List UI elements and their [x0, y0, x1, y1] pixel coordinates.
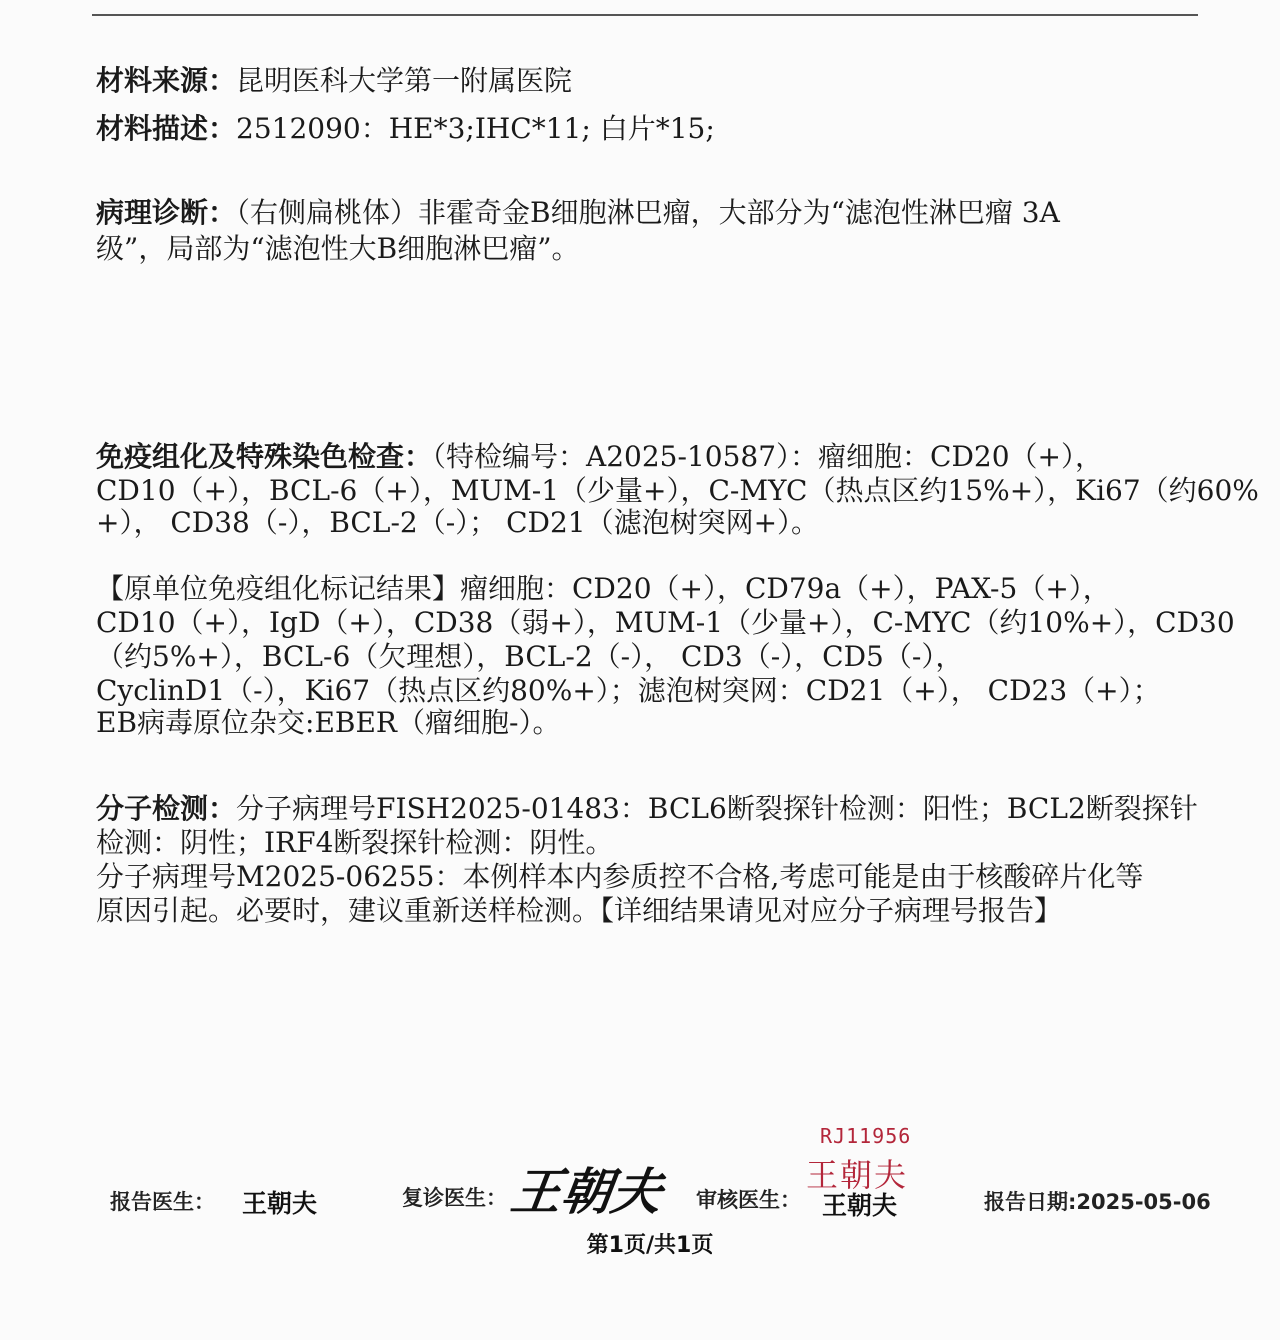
ihc-row-1 [96, 440, 1103, 474]
page-number: 第1页/共1页 [586, 1233, 714, 1258]
material-desc-value: 2512090：HE*3;IHC*11; 白片*15; [236, 112, 715, 145]
review-doctor-signature: 王朝夫 [507, 1162, 666, 1221]
molecular-line-2: 检测：阴性；IRF4断裂探针检测：阴性。 [96, 826, 614, 859]
molecular-line-1: 分子病理号FISH2025-01483：BCL6断裂探针检测：阳性；BCL2断裂探针 [236, 792, 1198, 825]
report-date: 报告日期:2025-05-06 [984, 1190, 1211, 1214]
top-divider [92, 14, 1198, 16]
material-source-label: 材料来源： [96, 64, 237, 97]
diagnosis-line-1: （右侧扁桃体）非霍奇金B细胞淋巴瘤，大部分为“滤泡性淋巴瘤 3A [236, 196, 1060, 229]
molecular-row-1 [96, 792, 1198, 826]
audit-doctor-label: 审核医生： [696, 1188, 801, 1212]
molecular-label: 分子检测： [96, 792, 237, 825]
original-ihc-line-1: 【原单位免疫组化标记结果】瘤细胞：CD20（+），CD79a（+），PAX-5（+）， [96, 572, 1111, 605]
diagnosis-line-2: 级”，局部为“滤泡性大B细胞淋巴瘤”。 [96, 232, 580, 265]
doctor-stamp-code: RJ11956 [820, 1124, 912, 1148]
ihc-label: 免疫组化及特殊染色检查： [96, 440, 433, 473]
material-source-row [96, 64, 572, 98]
material-desc-label: 材料描述： [96, 112, 237, 145]
original-ihc-line-4: CyclinD1（-），Ki67（热点区约80%+）；滤泡树突网：CD21（+）， CD23（+）； [96, 674, 1161, 707]
ihc-line-3: +）， CD38（-），BCL-2（-）； CD21（滤泡树突网+）。 [96, 506, 820, 539]
audit-doctor-name: 王朝夫 [822, 1191, 898, 1220]
material-desc-row [96, 112, 715, 146]
report-doctor-label: 报告医生： [110, 1190, 215, 1214]
review-doctor-label: 复诊医生： [402, 1186, 507, 1210]
diagnosis-label: 病理诊断： [96, 196, 237, 229]
report-doctor-name: 王朝夫 [242, 1189, 318, 1218]
original-ihc-line-3: （约5%+），BCL-6（欠理想），BCL-2（-）， CD3（-），CD5（-）， [96, 640, 964, 673]
diagnosis-row-1 [96, 196, 1060, 230]
ihc-line-1: （特检编号：A2025-10587）：瘤细胞：CD20（+）， [432, 440, 1103, 473]
original-ihc-line-5: EB病毒原位杂交:EBER（瘤细胞-）。 [96, 706, 561, 739]
original-ihc-line-2: CD10（+），IgD（+），CD38（弱+），MUM-1（少量+），C-MYC（约10%+），CD30 [96, 606, 1235, 639]
doctor-stamp-name: 王朝夫 [806, 1156, 909, 1194]
molecular-line-3: 分子病理号M2025-06255：本例样本内参质控不合格,考虑可能是由于核酸碎片化等 [96, 860, 1144, 893]
material-source-value: 昆明医科大学第一附属医院 [236, 64, 573, 97]
ihc-line-2: CD10（+），BCL-6（+），MUM-1（少量+），C-MYC（热点区约15%+），Ki67（约60% [96, 474, 1259, 507]
molecular-line-4: 原因引起。必要时，建议重新送样检测。【详细结果请见对应分子病理号报告】 [96, 894, 1063, 927]
